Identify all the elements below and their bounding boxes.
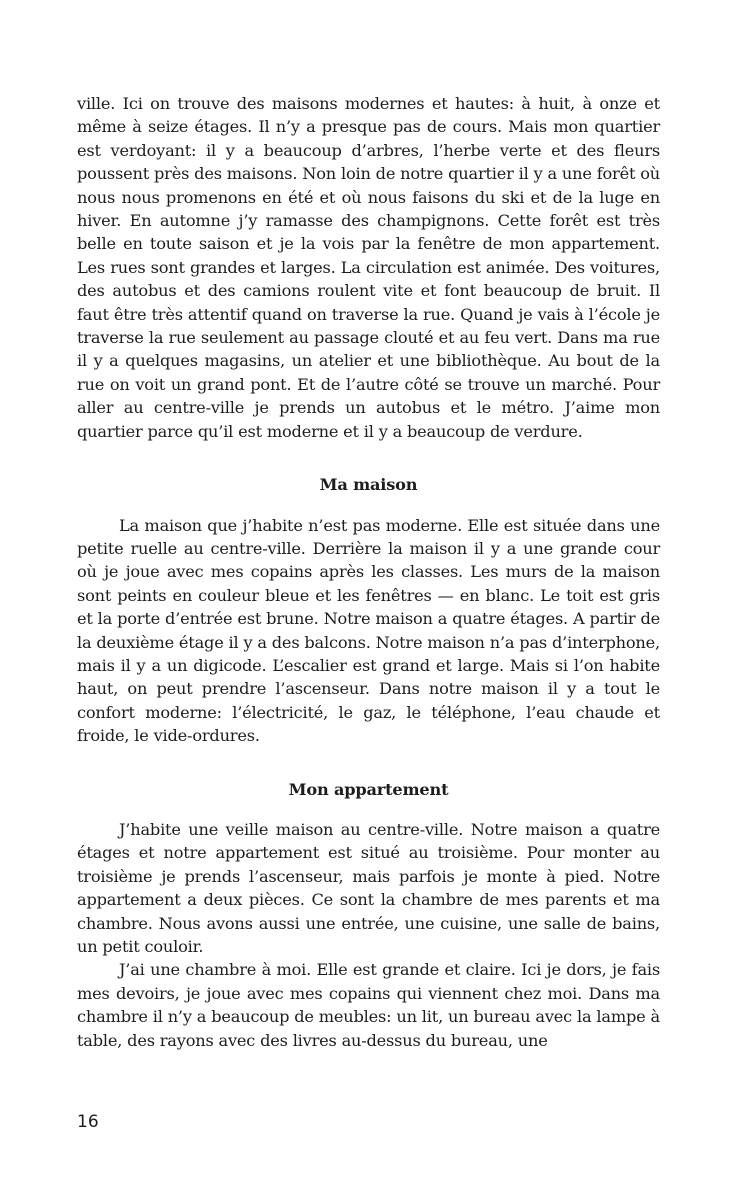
page-body bbox=[77, 92, 660, 1052]
paragraph-appartement-1: J’habite une veille maison au centre-ville. Notre maison a quatre étages et notre appartement est situé au troisième. Pour monter au troisième je prends l’ascenseur, mais parfois je monte à pied. Notre appartement a deux pièces. Ce sont la chambre de mes parents et ma chambre. Nous avons aussi une entrée, une cuisine, une salle de bains, un petit couloir. bbox=[77, 819, 660, 956]
heading-mon-appartement: Mon appartement bbox=[288, 779, 449, 799]
paragraph-ma-maison: La maison que j’habite n’est pas moderne. Elle est située dans une petite ruelle au centre-ville. Derrière la maison il y a une grande cour où je joue avec mes copains après les classes. Les murs de la maison sont peints en couleur bleue et les fenêtres — en blanc. Le toit est gris et la porte d’entrée est brune. Notre maison a quatre étages. A partir de la deuxième étage il y a des balcons. Notre maison n’a pas d’interphone, mais il y a un digicode. L’escalier est grand et large. Mais si l’on habite haut, on peut prendre l’ascenseur. Dans notre maison il y a tout le confort moderne: l’électricité, le gaz, le téléphone, l’eau chaude et froide, le vide-ordures. bbox=[77, 515, 660, 746]
paragraph-appartement-2: J’ai une chambre à moi. Elle est grande et claire. Ici je dors, je fais mes devoirs, je joue avec mes copains qui viennent chez moi. Dans ma chambre il n’y a beaucoup de meubles: un lit, un bureau avec la lampe à table, des rayons avec des livres au-dessus du bureau, une bbox=[77, 960, 660, 1050]
heading-ma-maison: Ma maison bbox=[319, 475, 418, 495]
page-number: 16 bbox=[77, 1112, 99, 1132]
paragraph-continuation: ville. Ici on trouve des maisons modernes et hautes: à huit, à onze et même à seize étages. Il n’y a presque pas de cours. Mais mon quartier est verdoyant: il y a beaucoup d’arbres, l’herbe verte et des fleurs poussent près des maisons. Non loin de notre quartier il y a une forêt où nous nous promenons en été et où nous faisons du ski et de la luge en hiver. En automne j’y ramasse des champignons. Cette forêt est très belle en toute saison et je la vois par la fenêtre de mon appartement. Les rues sont grandes et larges. La circulation est animée. Des voitures, des autobus et des camions roulent vite et font beaucoup de bruit. Il faut être très attentif quand on traverse la rue. Quand je vais à l’école je traverse la rue seulement au passage clouté et au feu vert. Dans ma rue il y a quelques magasins, un atelier et une bibliothèque. Au bout de la rue on voit un grand pont. Et de l’autre côté se trouve un marché. Pour aller au centre-ville je prends un autobus et le métro. J’aime mon quartier parce qu’il est moderne et il y a beaucoup de verdure. bbox=[77, 94, 660, 441]
